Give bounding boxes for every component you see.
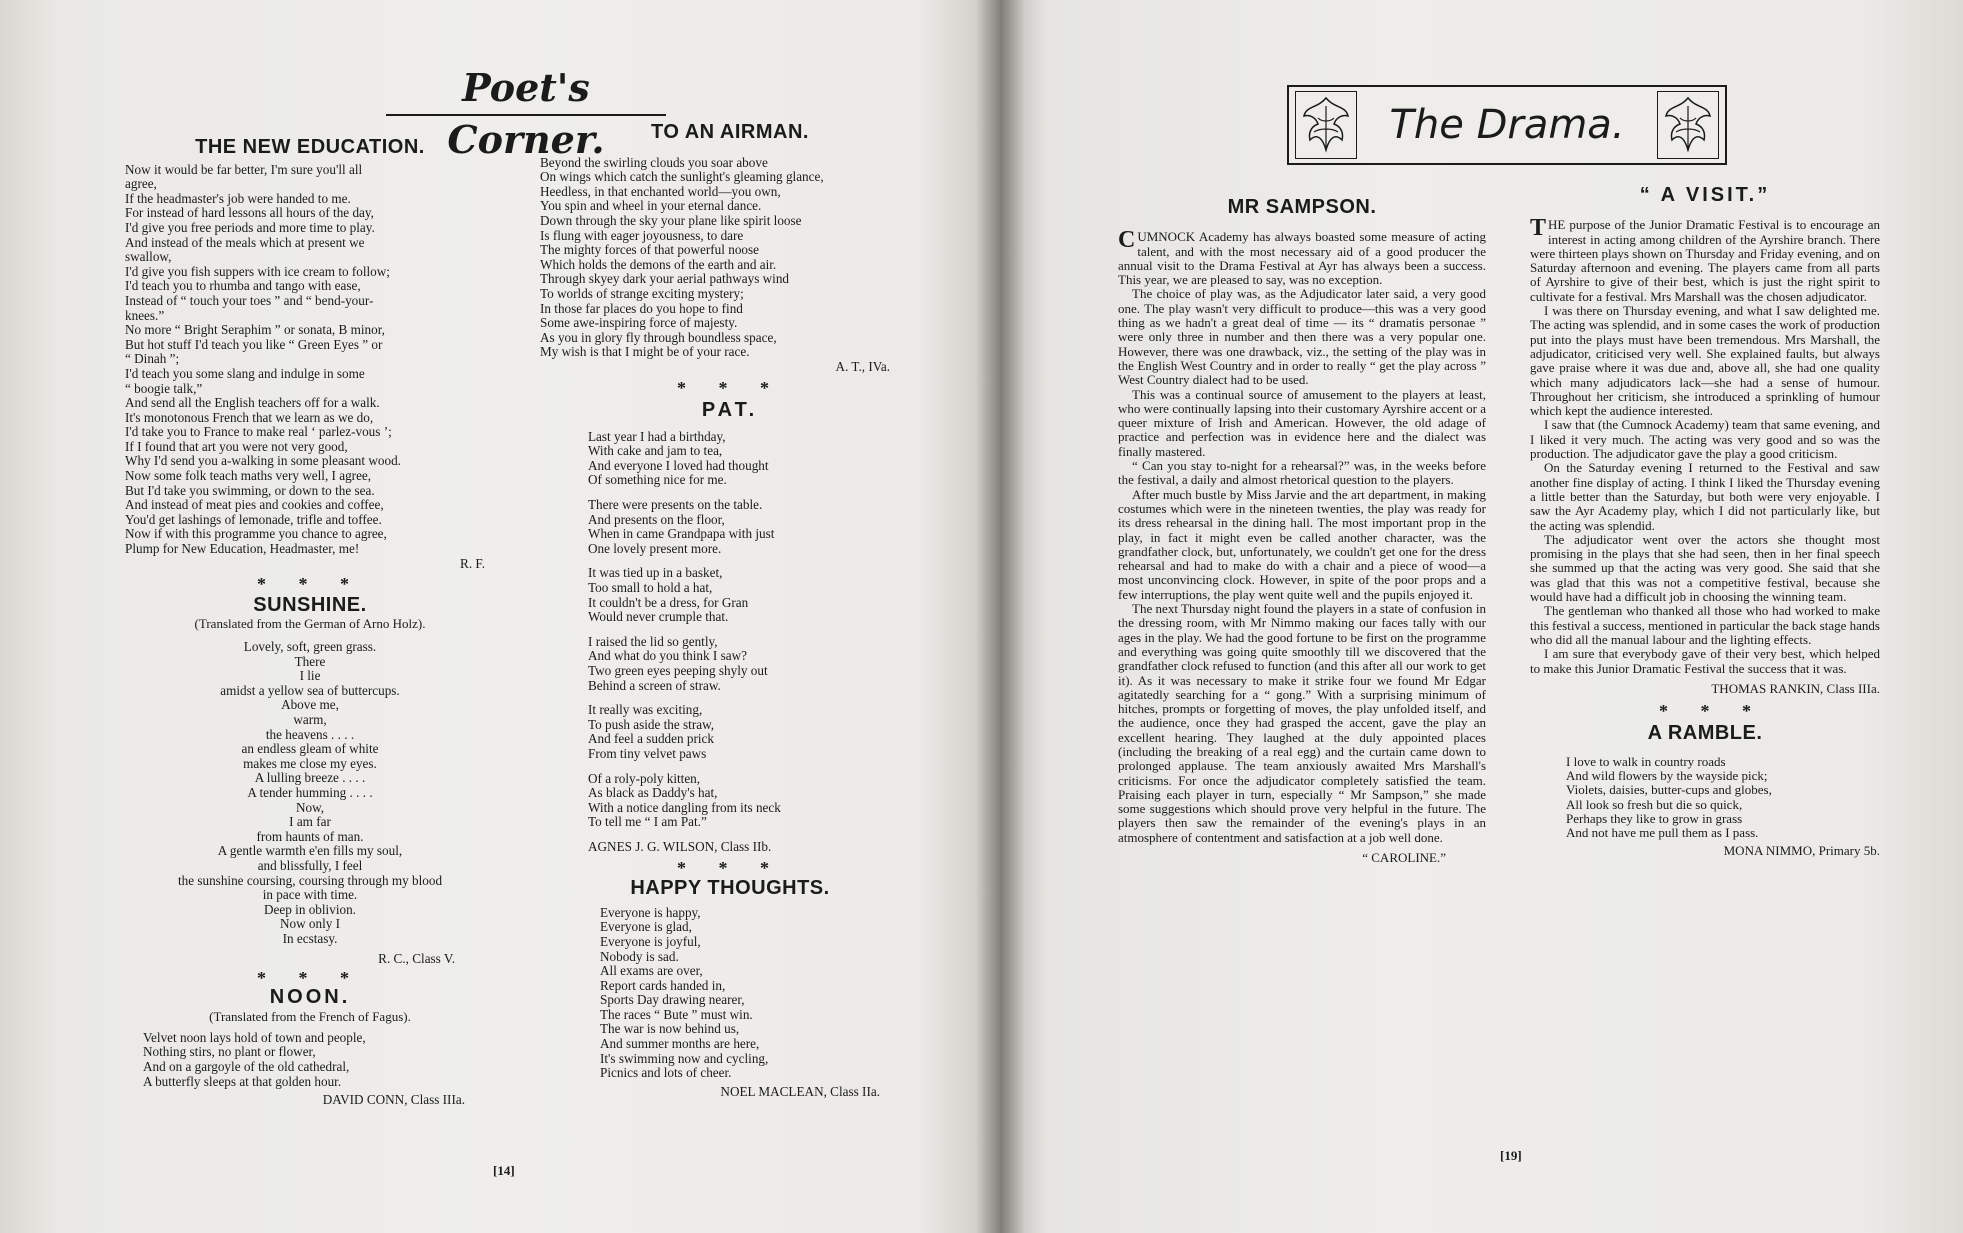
poem-line: To push aside the straw, [588, 716, 715, 732]
stanza [588, 703, 920, 761]
poem-line: A lulling breeze . . . . [254, 770, 366, 786]
poem-line: In those far places do you hope to find [540, 300, 743, 316]
poem-line: Of a roly-poly kitten, [588, 770, 701, 786]
poem-line: Two green eyes peeping shyly out [588, 663, 768, 678]
poem-line: Nobody is sad. [600, 948, 679, 964]
poem-line: Too small to hold a hat, [588, 580, 713, 596]
poem-line: It's monotonous French that we learn as we do, [125, 409, 374, 425]
article-author: “ CAROLINE.” [1362, 850, 1446, 866]
poem-line: warm, [293, 711, 327, 727]
poem-line: Beyond the swirling clouds you soar above [540, 154, 768, 170]
paragraph: I saw that (the Cumnock Academy) team that same evening, and I liked it very much. The acting was very good and so was the production. The adjudicator gave the play a good criticism. [1530, 417, 1880, 462]
poem-line: I am far [289, 814, 331, 830]
poem-line: And summer months are here, [600, 1036, 760, 1052]
poem-happy-thoughts [540, 906, 920, 1081]
poem-line: To tell me “ I am Pat.” [588, 814, 707, 830]
poem-line: It really was exciting, [588, 702, 703, 718]
poem-line: Everyone is joyful, [600, 933, 701, 949]
poem-pat [540, 430, 920, 830]
poem-line: The mighty forces of that powerful noose [540, 242, 759, 258]
book-gutter [975, 0, 1025, 1233]
poem-line: the sunshine coursing, coursing through my blood [177, 872, 443, 888]
paragraph: The next Thursday night found the players in a state of confusion in the dressing room, with Mr Nimmo making our faces tally with our ages in the play. We had the good fortune to be first on the programme and everything was going quite smoothly till we discovered that the grandfather clock refused to function (and this after all our work to get it). As it was necessary to make it strike four we found Mr Edgar agitatedly searching for a “ gong.” With a surprising minimum of hitches, prompts or forgetting of moves, the play unfolded itself, and the audience, once they had grasped the accent, gave the play an excellent hearing. They laughed at the duly appointed places (including the breaking of a real egg) and the curtain came down to prolonged applause. The team anxiously awaited Mrs Marshall's criticisms. For once the adjudicator completely satisfied the team. Praising each player in turn, especially “ Mr Sampson,” she made some suggestions which should prove very helpful in the future. The players then saw the remainder of the evening's plays in an atmosphere of contentment and satisfaction at a job well done. [1118, 601, 1486, 845]
poem-line: from haunts of man. [256, 828, 364, 844]
floral-emblem-icon [1295, 91, 1357, 159]
poem-line: And on a gargoyle of the old cathedral, [143, 1059, 350, 1075]
article-title-mr-sampson: MR SAMPSON. [1227, 196, 1377, 218]
poem-sunshine [125, 640, 495, 946]
left-column-1 [125, 136, 495, 1108]
poem-line: Nothing stirs, no plant or flower, [143, 1044, 316, 1060]
poem-line: Everyone is glad, [600, 919, 692, 935]
poem-line: And wild flowers by the wayside pick; [1566, 767, 1768, 783]
poem-line: For instead of hard lessons all hours of the day, [125, 205, 374, 221]
poem-line: In ecstasy. [282, 930, 338, 946]
poem-line: My wish is that I might be of your race. [540, 344, 750, 360]
section-divider: * * * [677, 377, 783, 398]
poem-line: I'd teach you to rhumba and tango with ease, [125, 278, 361, 294]
poem-line: Now, [295, 799, 325, 815]
poem-line: Last year I had a birthday, [588, 428, 726, 444]
paragraph: The gentleman who thanked all those who had worked to make this festival a success, mentioned in particular the back stage hands who did all the manual labour and the lighting effects. [1530, 603, 1880, 647]
poem-line: Through skyey dark your aerial pathways wind [540, 271, 790, 287]
poem-line: Perhaps they like to grow in grass [1566, 810, 1743, 826]
poem-line: Plump for New Education, Headmaster, me! [125, 541, 360, 557]
poem-line: Violets, daisies, butter-cups and globes, [1566, 782, 1772, 798]
drop-cap: C [1118, 227, 1136, 254]
poem-line: Would never crumple that. [588, 609, 729, 625]
poem-line: Is flung with eager joyousness, to dare [540, 227, 744, 243]
poem-line: As black as Daddy's hat, [588, 785, 718, 801]
poem-line: I'd teach you some slang and indulge in some [125, 365, 365, 381]
poem-line: Behind a screen of straw. [588, 677, 721, 693]
section-divider: * * * [257, 574, 363, 595]
poem-title-new-education: THE NEW EDUCATION. [195, 136, 425, 158]
poem-line: I lie [299, 668, 321, 684]
poem-line: and blissfully, I feel [257, 857, 363, 873]
drama-heading: The Drama. [1389, 102, 1625, 148]
paragraph: I am sure that everybody gave of their very best, which helped to make this Junior Dramatic Festival the success that it was. [1530, 646, 1880, 676]
poem-title-sunshine: SUNSHINE. [253, 593, 367, 616]
poem-line: Velvet noon lays hold of town and people, [143, 1029, 366, 1045]
poem-line: And presents on the floor, [588, 511, 725, 527]
paragraph: This was a continual source of amusement to the players at least, who were continually lapsing into their customary Ayrshire accent or a queer mixture of Irish and American. However, the old adage of practice and perfection was in evidence here and the dialect was finally mastered. [1118, 386, 1486, 459]
poem-title-airman: TO AN AIRMAN. [651, 121, 809, 143]
poets-corner-heading: Poet's Corner. [386, 62, 666, 116]
paragraph: On the Saturday evening I returned to the Festival and saw another fine display of acting. I think I liked the Thursday evening a little better than the Saturday, but both were very enjoyable. I saw the Ayr Academy play, which I did not particularly like, but the acting was splendid. [1530, 460, 1880, 533]
poem-line: Deep in oblivion. [264, 901, 356, 917]
section-divider: * * * [257, 968, 363, 989]
poem-line: If I found that art you were not very good, [125, 438, 348, 454]
section-divider: * * * [1659, 701, 1765, 722]
poem-a-ramble [1530, 755, 1880, 841]
poem-line: Now only I [279, 916, 341, 932]
poem-line: On wings which catch the sunlight's gleaming glance, [540, 169, 824, 185]
poem-line: Some awe-inspiring force of majesty. [540, 315, 738, 331]
stanza [588, 772, 920, 830]
poem-line: With cake and jam to tea, [588, 443, 723, 459]
poem-line: Sports Day drawing nearer, [600, 992, 745, 1008]
paragraph [1118, 227, 1486, 288]
page-number-right: [19] [1500, 1148, 1522, 1163]
poem-line: Of something nice for me. [588, 472, 727, 488]
floral-emblem-icon [1657, 91, 1719, 159]
paragraph-text: HE purpose of the Junior Dramatic Festival is to encourage an interest in acting among children of the Ayrshire branch. There were thirteen plays shown on Thursday and Friday evening, and on Saturday afternoon and evening. The players came from all parts of Ayrshire to give of their best, which is just the right spirit to cultivate for a festival. Mrs Marshall was the chosen adjudicator. [1530, 217, 1880, 304]
article-a-visit [1530, 215, 1880, 676]
poem-line: As you in glory fly through boundless space, [540, 329, 777, 345]
section-divider: * * * [677, 857, 783, 878]
poem-title-happy-thoughts: HAPPY THOUGHTS. [630, 877, 830, 900]
poem-line: And not have me pull them as I pass. [1566, 825, 1759, 841]
poem-line: Which holds the demons of the earth and air. [540, 256, 777, 272]
poem-line: agree, [125, 176, 157, 192]
paragraph: “ Can you stay to-night for a rehearsal?” was, in the weeks before the festival, a daily and almost rhetorical question to the players. [1118, 458, 1486, 488]
poem-line: And send all the English teachers off for a walk. [125, 395, 380, 411]
poem-new-education [125, 163, 495, 557]
poem-line: Everyone is happy, [600, 904, 701, 920]
poem-line: But hot stuff I'd teach you like “ Green Eyes ” or [125, 336, 383, 352]
poem-line: Heedless, in that enchanted world—you own, [540, 183, 781, 199]
poem-line: There [294, 653, 326, 669]
poem-line: Report cards handed in, [600, 977, 726, 993]
poem-line: I'd give you fish suppers with ice cream to follow; [125, 263, 390, 279]
drama-header-box [1287, 85, 1727, 165]
poem-line: Above me, [281, 697, 339, 713]
poem-noon [125, 1031, 495, 1089]
poem-line: The war is now behind us, [600, 1021, 740, 1037]
poem-author: R. C., Class V. [378, 951, 455, 967]
poem-line: I'd give you free periods and more time to play. [125, 219, 375, 235]
paragraph: The choice of play was, as the Adjudicator later said, a very good one. The play wasn't very difficult to produce—this was a very good thing as we hadn't a great deal of time — its “ dramatis personae ” were only three in number and then there was a very popular one. However, there was one drawback, viz., the setting of the play was in the English West Country and in order to really “ get the play across ” West Country dialect had to be used. [1118, 286, 1486, 388]
poem-line: There were presents on the table. [588, 497, 763, 513]
poem-line: “ Dinah ”; [125, 351, 180, 367]
poem-line: in pace with time. [262, 887, 358, 903]
drop-cap: T [1530, 215, 1547, 242]
stanza [588, 566, 920, 624]
poem-line: I love to walk in country roads [1566, 753, 1726, 769]
poem-line: Lovely, soft, green grass. [243, 639, 377, 654]
poem-line: But I'd take you swimming, or down to the sea. [125, 482, 375, 498]
poem-line: All exams are over, [600, 963, 703, 979]
article-title-a-visit: “ A VISIT.” [1639, 184, 1771, 206]
poem-line: A gentle warmth e'en fills my soul, [217, 843, 403, 859]
poem-line: And instead of meat pies and cookies and coffee, [125, 497, 384, 513]
poem-line: One lovely present more. [588, 540, 722, 556]
poem-note: (Translated from the French of Fagus). [209, 1009, 411, 1025]
poem-author: DAVID CONN, Class IIIa. [322, 1092, 465, 1108]
poem-author: AGNES J. G. WILSON, Class IIb. [588, 838, 772, 854]
paragraph: After much bustle by Miss Jarvie and the art department, in making costumes which were in the nineteen twenties, the play was ready for its dress rehearsal in the dining hall. The most important prop in the play, in fact it might even be called another character, was the grandfather clock, but, unfortunately, we couldn't get one for the dress rehearsal and had to make do with a chair and a piece of wood—a most unconvincing clock. However, in spite of the poor props and a few interruptions, the play went quite well and the pupils enjoyed it. [1118, 486, 1486, 602]
poem-line: “ boogie talk,” [125, 380, 203, 396]
poem-line: A butterfly sleeps at that golden hour. [143, 1073, 342, 1089]
poem-line: With a notice dangling from its neck [588, 799, 781, 815]
poem-line: Instead of “ touch your toes ” and “ bend-your- [125, 292, 374, 308]
paragraph [1530, 215, 1880, 304]
stanza [588, 430, 920, 488]
poem-line: To worlds of strange exciting mystery; [540, 285, 744, 301]
poem-line: You spin and wheel in your eternal dance. [540, 198, 762, 214]
poem-line: Why I'd send you a-walking in some pleasant wood. [125, 453, 401, 469]
poem-line: swallow, [125, 249, 172, 265]
page-number-left: [14] [493, 1163, 515, 1178]
poem-line: Now some folk teach maths very well, I agree, [125, 468, 372, 484]
poem-line: Now it would be far better, I'm sure you'll all [125, 161, 363, 177]
poem-author: R. F. [460, 555, 485, 571]
right-column-1 [1118, 196, 1486, 866]
stanza [588, 635, 920, 693]
poem-line: And instead of the meals which at present we [125, 234, 365, 250]
poem-line: A tender humming . . . . [247, 784, 373, 800]
poem-line: All look so fresh but die so quick, [1566, 796, 1743, 812]
poem-line: From tiny velvet paws [588, 745, 707, 761]
poem-line: I raised the lid so gently, [588, 633, 718, 649]
poem-line: It's swimming now and cycling, [600, 1050, 769, 1066]
article-mr-sampson [1118, 227, 1486, 845]
paragraph-text: UMNOCK Academy has always boasted some measure of acting talent, and with the most necessary aid of a good producer the annual visit to the Drama Festival at Ayr has always been a success. This year, we are pleased to say, was no exception. [1118, 229, 1486, 288]
paragraph: I was there on Thursday evening, and what I saw delighted me. The acting was splendid, and in some cases the work of production put into the plays must have been tremendous. Mrs Marshall, the adjudicator, criticised very well. She explained faults, but always gave praise where it was due and, above all, she had one quality which many adjudicators lack—she had a sense of humour. Throughout her criticism, she introduced a sprinkling of humour which kept the audience interested. [1530, 303, 1880, 419]
poem-line: I'd take you to France to make real ‘ parlez-vous ’; [125, 424, 392, 440]
poem-line: And everyone I loved had thought [588, 457, 769, 473]
poem-line: knees.” [125, 307, 165, 323]
poem-note: (Translated from the German of Arno Holz). [194, 616, 426, 632]
poem-line: makes me close my eyes. [243, 755, 377, 771]
poem-line: The races “ Bute ” must win. [600, 1006, 753, 1022]
poem-line: Now if with this programme you chance to agree, [125, 526, 387, 542]
poem-title-noon: NOON. [269, 985, 351, 1008]
article-author: THOMAS RANKIN, Class IIIa. [1711, 680, 1880, 696]
poem-line: If the headmaster's job were handed to me. [125, 190, 351, 206]
paragraph: The adjudicator went over the actors she thought most promising in the plays that she had seen, then in her final speech she summed up that the acting was very good. She said that she was glad that this was not a competitive festival, because she would have had a difficult job in choosing the winning team. [1530, 531, 1880, 605]
poem-author: NOEL MACLEAN, Class IIa. [720, 1083, 880, 1099]
poem-title-a-ramble: A RAMBLE. [1647, 722, 1763, 745]
poem-line: No more “ Bright Seraphim ” or sonata, B minor, [125, 322, 385, 338]
poem-line: And what do you think I saw? [588, 648, 747, 664]
poem-line: Picnics and lots of cheer. [600, 1065, 732, 1081]
poem-line: an endless gleam of white [241, 741, 379, 757]
poem-title-pat: PAT. [701, 399, 759, 422]
poem-line: It was tied up in a basket, [588, 565, 723, 581]
poem-line: And feel a sudden prick [588, 731, 714, 747]
left-column-2 [540, 121, 920, 1099]
poem-airman [540, 156, 920, 360]
poem-line: When in came Grandpapa with just [588, 526, 775, 542]
stanza [588, 498, 920, 556]
poem-line: the heavens . . . . [265, 726, 355, 742]
poem-line: Down through the sky your plane like spirit loose [540, 212, 802, 228]
poem-author: A. T., IVa. [835, 358, 890, 374]
poem-line: amidst a yellow sea of buttercups. [220, 682, 400, 698]
right-column-2 [1530, 184, 1880, 859]
poem-line: You'd get lashings of lemonade, trifle and toffee. [125, 511, 382, 527]
poem-author: MONA NIMMO, Primary 5b. [1723, 843, 1880, 859]
poem-line: It couldn't be a dress, for Gran [588, 594, 749, 610]
